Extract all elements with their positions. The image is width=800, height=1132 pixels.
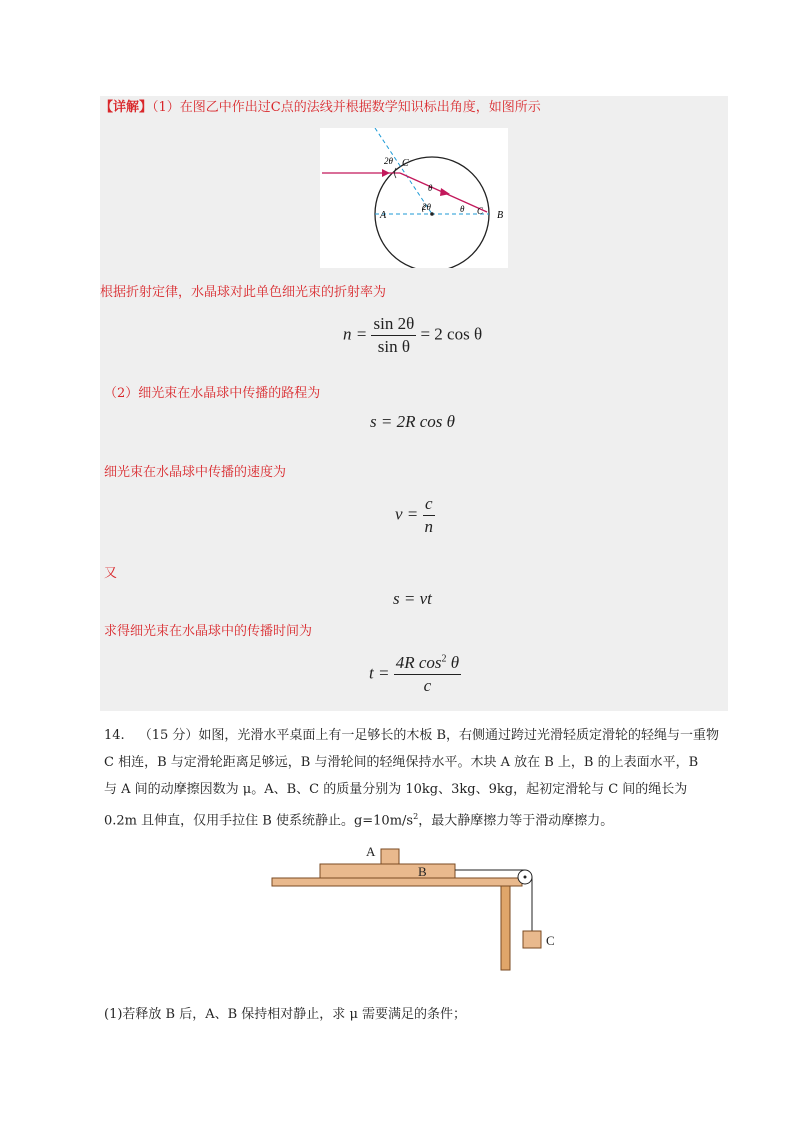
formula-speed: v = $\frac{c}{n}$ (395, 494, 434, 536)
formula-path-length: s = 2R cos θ (370, 412, 455, 431)
solution-line-4: 又 (104, 566, 118, 581)
label-weight-c: C (546, 933, 555, 948)
refraction-diagram (320, 128, 508, 268)
pulley-figure (270, 845, 570, 975)
label-block-a: A (366, 845, 376, 859)
question-14-line-4: 0.2m 且伸直，仅用手拉住 B 使系统静止。$g=10m/s^2$，最大静摩擦力等于滑动摩擦力。 (104, 812, 614, 829)
formula-refractive-index: n = $\frac{\sin 2\theta}{\text{sin θ}}$ = 2 cos θ (343, 314, 483, 356)
table-top (272, 878, 522, 886)
solution-line-5: 求得细光束在水晶球中的传播时间为 (104, 624, 313, 639)
weight-c (523, 931, 541, 948)
label-a: A (380, 210, 387, 221)
pulley-axle (524, 876, 527, 879)
label-board-b: B (418, 864, 427, 879)
label-c-right: C (477, 206, 484, 216)
incident-ray-arrow (382, 169, 390, 177)
question-14-line-2: C 相连，B 与定滑轮距离足够远，B 与滑轮间的轻绳保持水平。木块 A 放在 B 上，B 的上表面水平，B (104, 755, 699, 770)
sub-question-1: (1)若释放 B 后，A、B 保持相对静止，求 μ 需要满足的条件； (104, 1007, 467, 1022)
question-14 (104, 722, 724, 834)
label-theta-inner: θ (428, 183, 433, 193)
pulley-diagram (270, 845, 570, 975)
solution-line-1: 根据折射定律，水晶球对此单色细光束的折射率为 (100, 285, 387, 300)
formula-v-fraction: $\frac{c}{n}$ (424, 494, 434, 536)
label-2theta-top: 2θ (384, 156, 393, 166)
question-14-line-1: 14. （15 分）如图，光滑水平桌面上有一足够长的木板 B，右侧通过跨过光滑轻质定滑轮的轻绳与一重物 (104, 728, 720, 743)
table-leg (501, 886, 510, 970)
center-dot (430, 212, 434, 216)
formula-t-fraction: $\frac{4R \cos^2 \theta}{c}$ (395, 653, 460, 695)
solution-heading-text: （1）在图乙中作出过C点的法线并根据数学知识标出角度，如图所示 (152, 100, 541, 115)
label-2theta-center: 2θ (422, 202, 431, 212)
board-b (320, 864, 455, 878)
solution-line-2: （2）细光束在水晶球中传播的路程为 (104, 386, 321, 401)
formula-n-fraction: $\frac{\sin 2\theta}{\text{sin θ}}$ (373, 314, 415, 356)
solution-heading (100, 100, 541, 116)
question-number: 14. (104, 728, 125, 743)
refraction-figure (320, 128, 508, 268)
label-c-top: C (402, 158, 409, 169)
label-theta-right: θ (460, 204, 465, 214)
label-b: B (497, 210, 504, 221)
formula-svt: s = vt (393, 589, 432, 608)
question-14-line-3: 与 A 间的动摩擦因数为 μ。A、B、C 的质量分别为 10kg、3kg、9kg，起初定滑轮与 C 间的绳长为 (104, 782, 688, 797)
formula-time: t = $\frac{4R \cos^2 \theta}{c}$ (369, 653, 460, 695)
solution-tag: 【详解】 (100, 100, 153, 115)
block-a (381, 849, 399, 864)
solution-line-3: 细光束在水晶球中传播的速度为 (104, 465, 287, 480)
